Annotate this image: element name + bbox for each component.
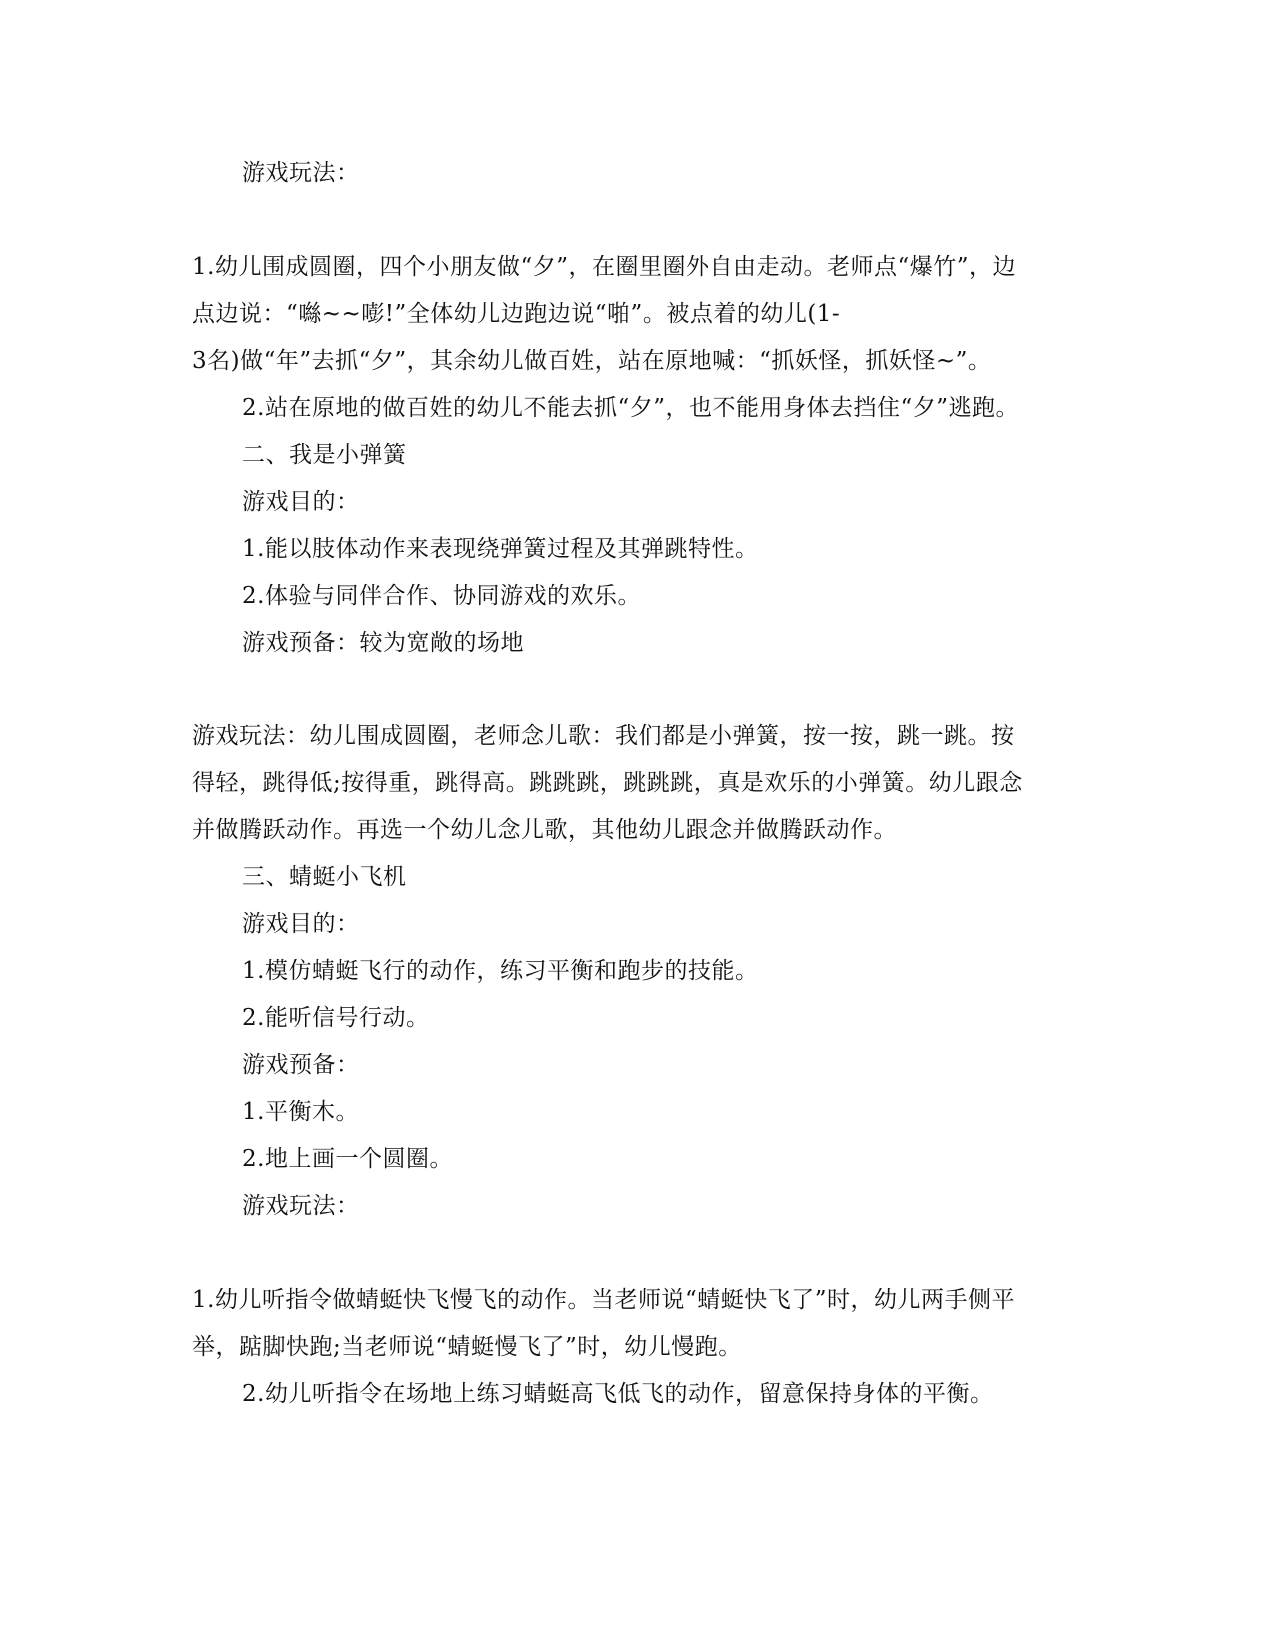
paragraph-line: 点边说：“噝~~嘭!”全体幼儿边跑边说“啪”。被点着的幼儿(1- [192, 301, 841, 327]
paragraph-line: 游戏玩法：幼儿围成圆圈，老师念儿歌：我们都是小弹簧，按一按，跳一跳。按 [192, 723, 1015, 749]
paragraph-line: 游戏玩法： [242, 1193, 360, 1219]
paragraph-line: 1.模仿蜻蜓飞行的动作，练习平衡和跑步的技能。 [242, 958, 759, 984]
paragraph-line: 游戏预备： [242, 1052, 360, 1078]
paragraph-line: 2.地上画一个圆圈。 [242, 1146, 453, 1172]
paragraph-line: 游戏玩法： [242, 160, 360, 186]
paragraph-line: 3名)做“年”去抓“夕”，其余幼儿做百姓，站在原地喊：“抓妖怪，抓妖怪~”。 [192, 348, 992, 374]
paragraph-line: 1.幼儿围成圆圈，四个小朋友做“夕”，在圈里圈外自由走动。老师点“爆竹”，边 [192, 254, 1016, 280]
paragraph-line: 游戏目的： [242, 911, 360, 937]
paragraph-line: 2.能听信号行动。 [242, 1005, 430, 1031]
paragraph-line: 1.平衡木。 [242, 1099, 359, 1125]
paragraph-line: 1.幼儿听指令做蜻蜓快飞慢飞的动作。当老师说“蜻蜓快飞了”时，幼儿两手侧平 [192, 1287, 1015, 1313]
section-heading: 三、蜻蜓小飞机 [242, 864, 407, 890]
paragraph-line: 1.能以肢体动作来表现绕弹簧过程及其弹跳特性。 [242, 536, 759, 562]
paragraph-line: 游戏预备：较为宽敞的场地 [242, 630, 524, 656]
section-heading: 二、我是小弹簧 [242, 442, 407, 468]
paragraph-line: 举，踮脚快跑;当老师说“蜻蜓慢飞了”时，幼儿慢跑。 [192, 1334, 742, 1360]
paragraph-line: 得轻，跳得低;按得重，跳得高。跳跳跳，跳跳跳，真是欢乐的小弹簧。幼儿跟念 [192, 770, 1023, 796]
paragraph-line: 游戏目的： [242, 489, 360, 515]
paragraph-line: 2.幼儿听指令在场地上练习蜻蜓高飞低飞的动作，留意保持身体的平衡。 [242, 1381, 994, 1407]
paragraph-line: 并做腾跃动作。再选一个幼儿念儿歌，其他幼儿跟念并做腾跃动作。 [192, 817, 897, 843]
paragraph-line: 2.站在原地的做百姓的幼儿不能去抓“夕”，也不能用身体去挡住“夕”逃跑。 [242, 395, 1019, 421]
paragraph-line: 2.体验与同伴合作、协同游戏的欢乐。 [242, 583, 641, 609]
